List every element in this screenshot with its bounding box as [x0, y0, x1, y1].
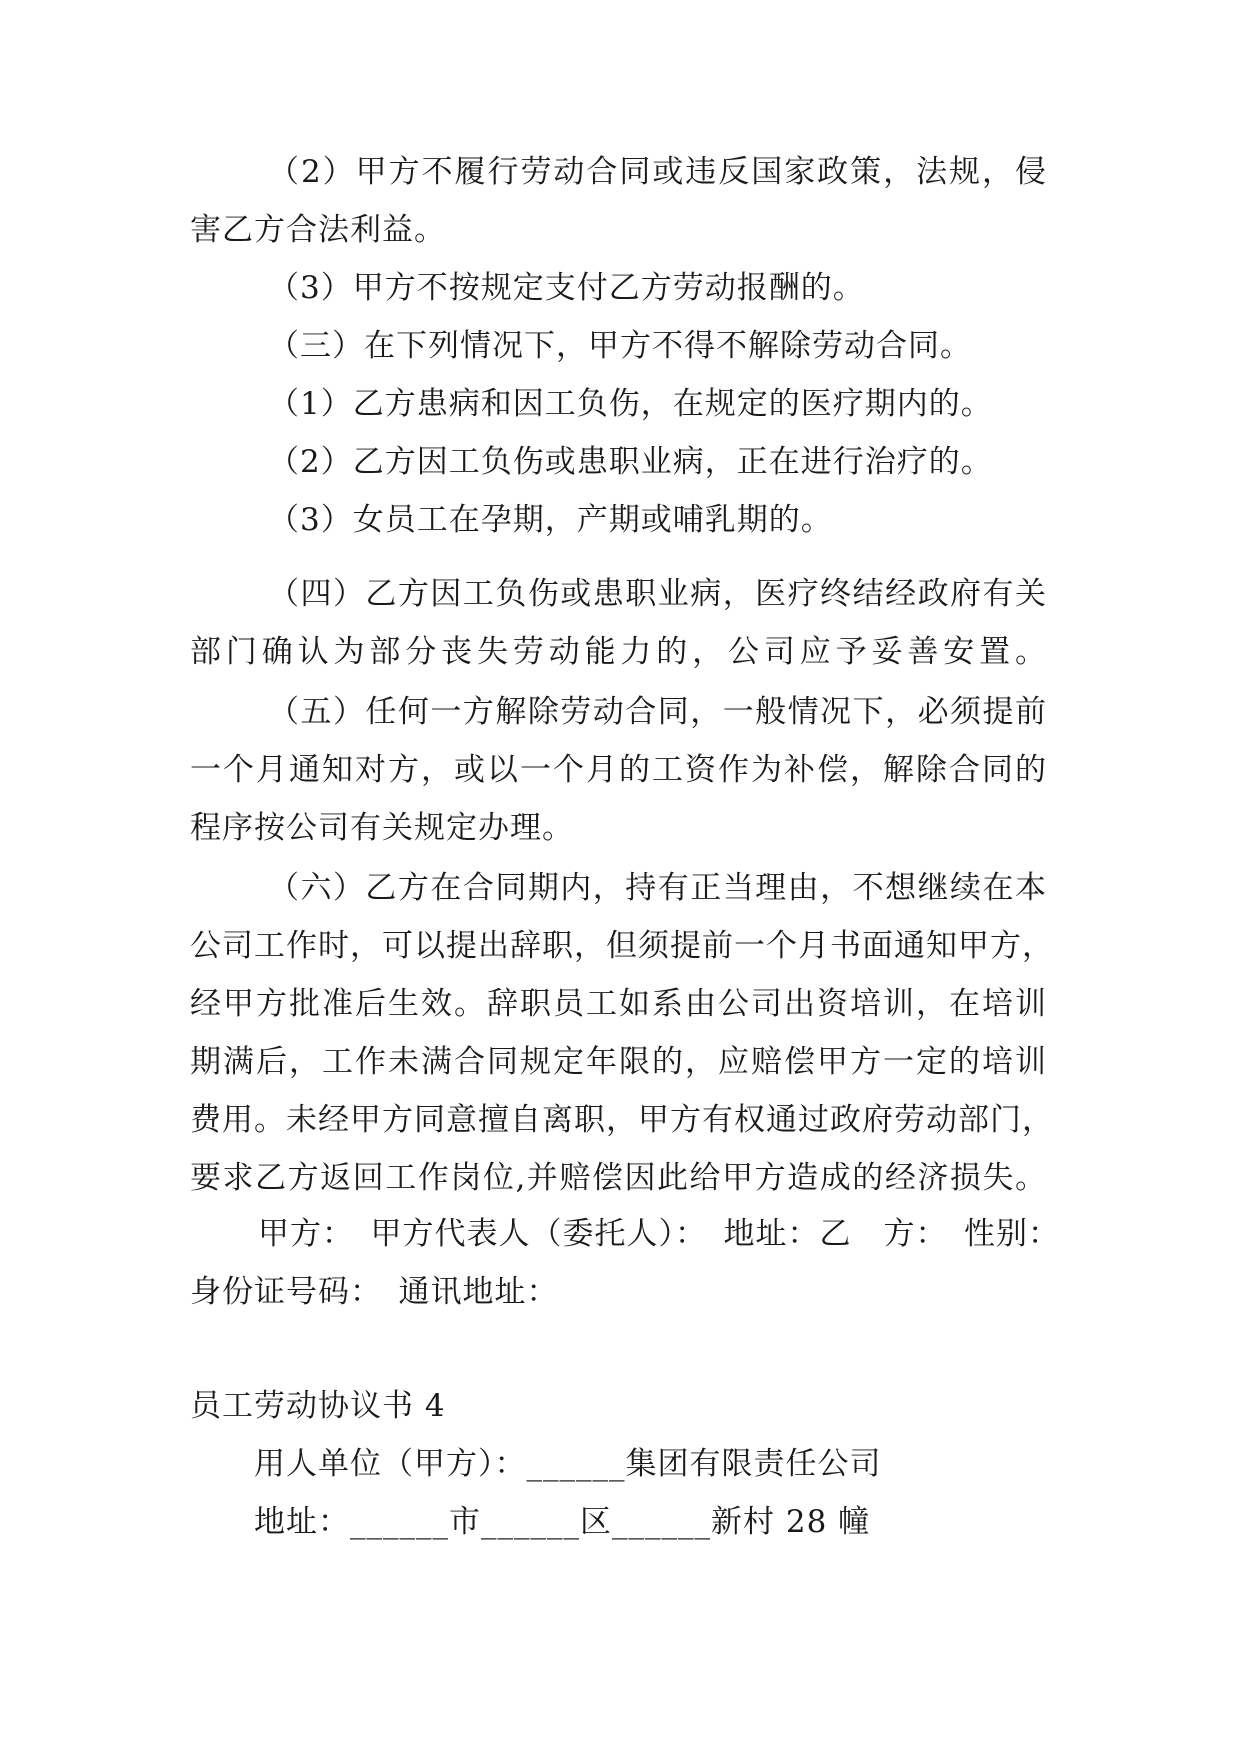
- paragraph-line: 害乙方合法利益。: [190, 212, 446, 248]
- employer-name-line: 用人单位（甲方）：______集团有限责任公司: [254, 1446, 882, 1482]
- paragraph-line: （四）乙方因工负伤或患职业病，医疗终结经政府有关: [268, 576, 1047, 612]
- paragraph-line: （六）乙方在合同期内，持有正当理由，不想继续在本: [268, 870, 1047, 906]
- signature-fields-line: 甲方： 甲方代表人（委托人）： 地址：乙 方： 性别：: [258, 1216, 1060, 1252]
- signature-fields-line: 身份证号码： 通讯地址：: [190, 1274, 559, 1310]
- paragraph-line: 经甲方批准后生效。辞职员工如系由公司出资培训，在培训: [190, 986, 1047, 1022]
- paragraph-line: （3）甲方不按规定支付乙方劳动报酬的。: [268, 270, 865, 306]
- paragraph-line: （1）乙方患病和因工负伤，在规定的医疗期内的。: [268, 386, 993, 422]
- paragraph-line: 程序按公司有关规定办理。: [190, 810, 574, 846]
- paragraph-line: 部门确认为部分丧失劳动能力的，公司应予妥善安置。: [190, 634, 1047, 670]
- paragraph-line: （五）任何一方解除劳动合同，一般情况下，必须提前: [268, 694, 1047, 730]
- address-line: 地址：______市______区______新村 28 幢: [254, 1504, 871, 1540]
- paragraph-line: （2）甲方不履行劳动合同或违反国家政策，法规，侵: [268, 154, 1047, 190]
- paragraph-line: （三）在下列情况下，甲方不得不解除劳动合同。: [268, 328, 972, 364]
- paragraph-line: 要求乙方返回工作岗位,并赔偿因此给甲方造成的经济损失。: [190, 1160, 1047, 1196]
- section-title: 员工劳动协议书 4: [190, 1388, 446, 1424]
- paragraph-line: 期满后，工作未满合同规定年限的，应赔偿甲方一定的培训: [190, 1044, 1047, 1080]
- paragraph-line: （2）乙方因工负伤或患职业病，正在进行治疗的。: [268, 444, 993, 480]
- paragraph-line: 公司工作时，可以提出辞职，但须提前一个月书面通知甲方，: [190, 928, 1054, 964]
- paragraph-line: 一个月通知对方，或以一个月的工资作为补偿，解除合同的: [190, 752, 1047, 788]
- paragraph-line: （3）女员工在孕期，产期或哺乳期的。: [268, 502, 833, 538]
- paragraph-line: 费用。未经甲方同意擅自离职，甲方有权通过政府劳动部门，: [190, 1102, 1054, 1138]
